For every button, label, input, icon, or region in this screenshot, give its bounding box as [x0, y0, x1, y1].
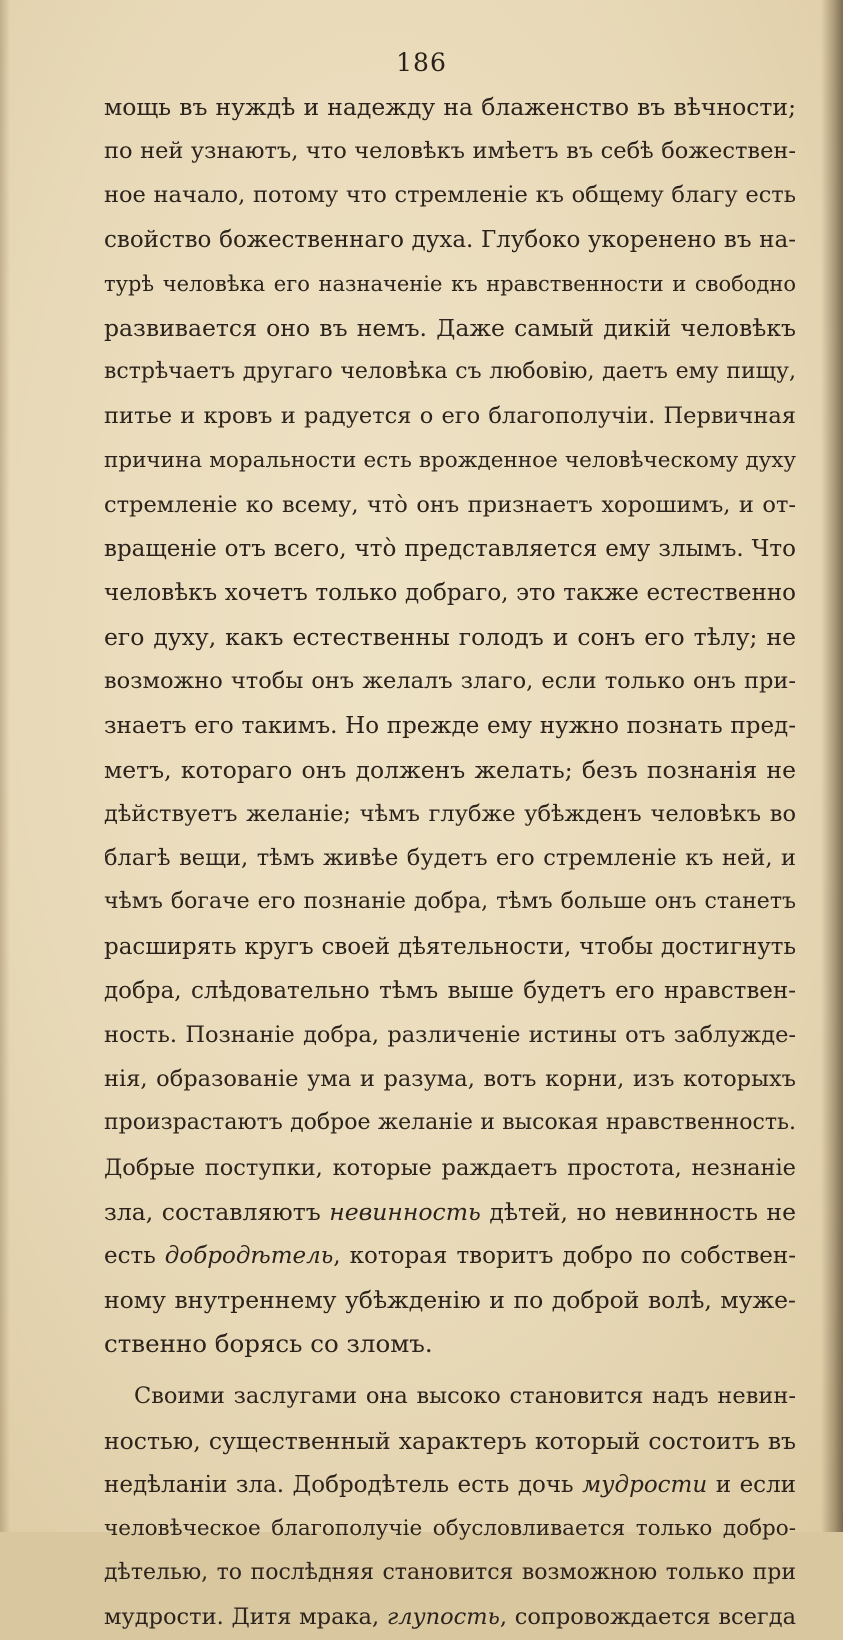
text-line: благѣ вещи, тѣмъ живѣе будетъ его стремленіе къ ней, и — [104, 845, 796, 872]
text-line: расширять кругъ своей дѣятельности, чтобы достигнуть — [104, 933, 796, 960]
line-text: и если — [707, 1471, 797, 1498]
text-line: нія, образованіе ума и разума, вотъ корни, изъ которыхъ — [104, 1066, 796, 1093]
text-line: Добрые поступки, которые раждаетъ простота, незнаніе — [104, 1154, 796, 1181]
line-text: есть — [104, 1242, 165, 1269]
text-line: питье и кровъ и радуется о его благополучіи. Первичная — [104, 403, 796, 430]
text-line: дѣтелью, то послѣдняя становится возможною только при — [104, 1560, 796, 1586]
text-line: ность. Познаніе добра, различеніе истины отъ заблужде- — [104, 1021, 796, 1048]
body-text — [104, 85, 796, 1640]
emphasized-word: невинность — [329, 1197, 481, 1226]
text-line: добра, слѣдовательно тѣмъ выше будетъ его нравствен- — [104, 977, 796, 1004]
text-line: Своими заслугами она высоко становится надъ невин- — [134, 1383, 796, 1410]
emphasized-word: мудрости — [582, 1471, 708, 1498]
text-line: ностью, существенный характеръ который состоитъ въ — [104, 1426, 796, 1455]
text-line: дѣйствуетъ желаніе; чѣмъ глубже убѣжденъ человѣкъ во — [104, 801, 796, 827]
line-text: , которая творитъ добро по собствен- — [333, 1242, 796, 1269]
emphasized-word: добродѣтель — [164, 1242, 334, 1269]
text-line: его духу, какъ естественны голодъ и сонъ его тѣлу; не — [104, 623, 796, 652]
text-line — [104, 1234, 796, 1278]
text-line: возможно чтобы онъ желалъ злаго, если только онъ при- — [104, 668, 796, 695]
text-line: человѣческое благополучіе обусловливается только добро- — [104, 1516, 796, 1541]
page-number: 186 — [396, 48, 447, 77]
line-text: , сопровождается всегда — [499, 1604, 796, 1631]
text-line: встрѣчаетъ другаго человѣка съ любовію, даетъ ему пищу, — [104, 359, 796, 385]
text-line — [104, 1595, 796, 1639]
text-line: человѣкъ хочетъ только добраго, это также естественно — [104, 580, 796, 607]
text-line: свойство божественнаго духа. Глубоко укоренено въ на- — [104, 226, 796, 253]
page-edge-shadow-right — [821, 0, 843, 1532]
text-line — [104, 1190, 796, 1234]
text-line — [104, 1463, 796, 1507]
text-line: метъ, котораго онъ долженъ желать; безъ познанія не — [104, 755, 796, 784]
text-line: причина моральности есть врожденное человѣческому духу — [104, 447, 796, 473]
text-line: вращеніе отъ всего, чтò представляется ему злымъ. Что — [104, 535, 796, 562]
line-text: мудрости. Дитя мрака, — [104, 1604, 387, 1631]
line-text: дѣтей, но невинность не — [480, 1197, 796, 1226]
text-line: развивается оно въ немъ. Даже самый дикій человѣкъ — [104, 313, 796, 342]
text-line: ственно борясь со зломъ. — [104, 1329, 433, 1359]
text-line: знаетъ его такимъ. Но прежде ему нужно познать пред- — [104, 712, 796, 739]
line-text: зла, составляютъ — [104, 1197, 330, 1226]
text-line: по ней узнаютъ, что человѣкъ имѣетъ въ себѣ божествен- — [104, 138, 796, 165]
page-edge-shadow-left — [0, 0, 10, 1532]
emphasized-word: глупость — [386, 1604, 500, 1631]
text-line: произрастаютъ доброе желаніе и высокая нравственность. — [104, 1110, 796, 1136]
text-line: стремленіе ко всему, чтò онъ признаетъ хорошимъ, и от- — [104, 491, 796, 518]
line-text: недѣланіи зла. Добродѣтель есть дочь — [104, 1471, 583, 1498]
text-line: ное начало, потому что стремленіе къ общему благу есть — [104, 182, 796, 209]
text-line: мощь въ нуждѣ и надежду на блаженство въ вѣчности; — [104, 93, 796, 121]
text-line: ному внутреннему убѣжденію и по доброй волѣ, муже- — [104, 1286, 796, 1315]
text-line: турѣ человѣка его назначеніе къ нравственности и свободно — [104, 271, 796, 296]
text-line: чѣмъ богаче его познаніе добра, тѣмъ больше онъ станетъ — [104, 889, 796, 915]
